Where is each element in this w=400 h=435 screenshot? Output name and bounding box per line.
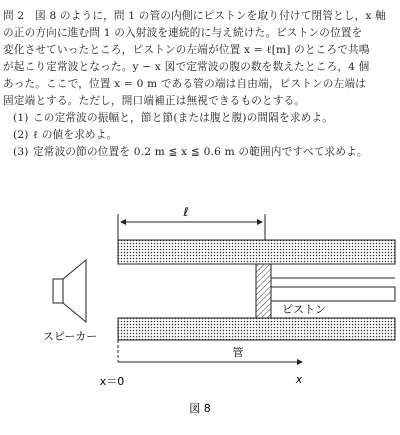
piston-label: ピストン <box>282 303 326 316</box>
problem-line-1: 問 2 図 8 のように，問 1 の管の内側にピストンを取り付けて閉管とし，x 軸 <box>3 10 387 22</box>
problem-line-6: 固定端とする。ただし，開口端補正は無視できるものとする。 <box>3 95 306 107</box>
figure-diagram <box>0 200 400 431</box>
question-3 <box>3 144 393 161</box>
problem-line-4: が起こり定常波となった。y − x 図で定常波の腹の数を数えたところ，4 個 <box>3 61 370 73</box>
figure-8 <box>0 200 400 431</box>
x-axis <box>100 340 303 388</box>
question-2 <box>3 127 393 144</box>
question-2-number: (2) <box>13 129 29 141</box>
tube-top-wall <box>118 240 395 264</box>
question-3-number: (3) <box>13 146 29 158</box>
question-1-text: この定常波の振幅と，節と節(または腹と腹)の間隔を求めよ。 <box>33 112 334 124</box>
question-2-text: ℓ の値を求めよ。 <box>33 129 118 141</box>
problem-line-2: の正の方向に進む問 1 の入射波を連続的に与え続けた。ピストンの位置を <box>3 27 363 39</box>
length-label: ℓ <box>183 205 189 219</box>
question-1 <box>3 110 393 127</box>
piston-rod <box>271 287 395 301</box>
speaker-icon <box>43 260 97 343</box>
problem-line-5: あった。ここで，位置 x = 0 m である管の端は自由端，ピストンの左端は <box>3 78 366 90</box>
speaker-label: スピーカー <box>42 330 98 343</box>
piston-head <box>256 264 271 318</box>
figure-caption: 図 8 <box>189 402 211 415</box>
length-dimension <box>118 205 265 240</box>
axis-label: x <box>295 373 303 386</box>
problem-line-3: 変化させていったところ，ピストンの左端が位置 x = ℓ[m] のところで共鳴 <box>3 44 370 56</box>
tube-label: 管 <box>232 346 244 359</box>
problem-text <box>3 8 393 161</box>
question-1-number: (1) <box>13 112 29 124</box>
piston <box>256 264 395 318</box>
question-3-text: 定常波の節の位置を 0.2 m ≦ x ≦ 0.6 m の範囲内ですべて求めよ。 <box>33 146 368 158</box>
origin-label: x＝0 <box>99 375 125 388</box>
tube-bottom-wall <box>118 318 395 340</box>
